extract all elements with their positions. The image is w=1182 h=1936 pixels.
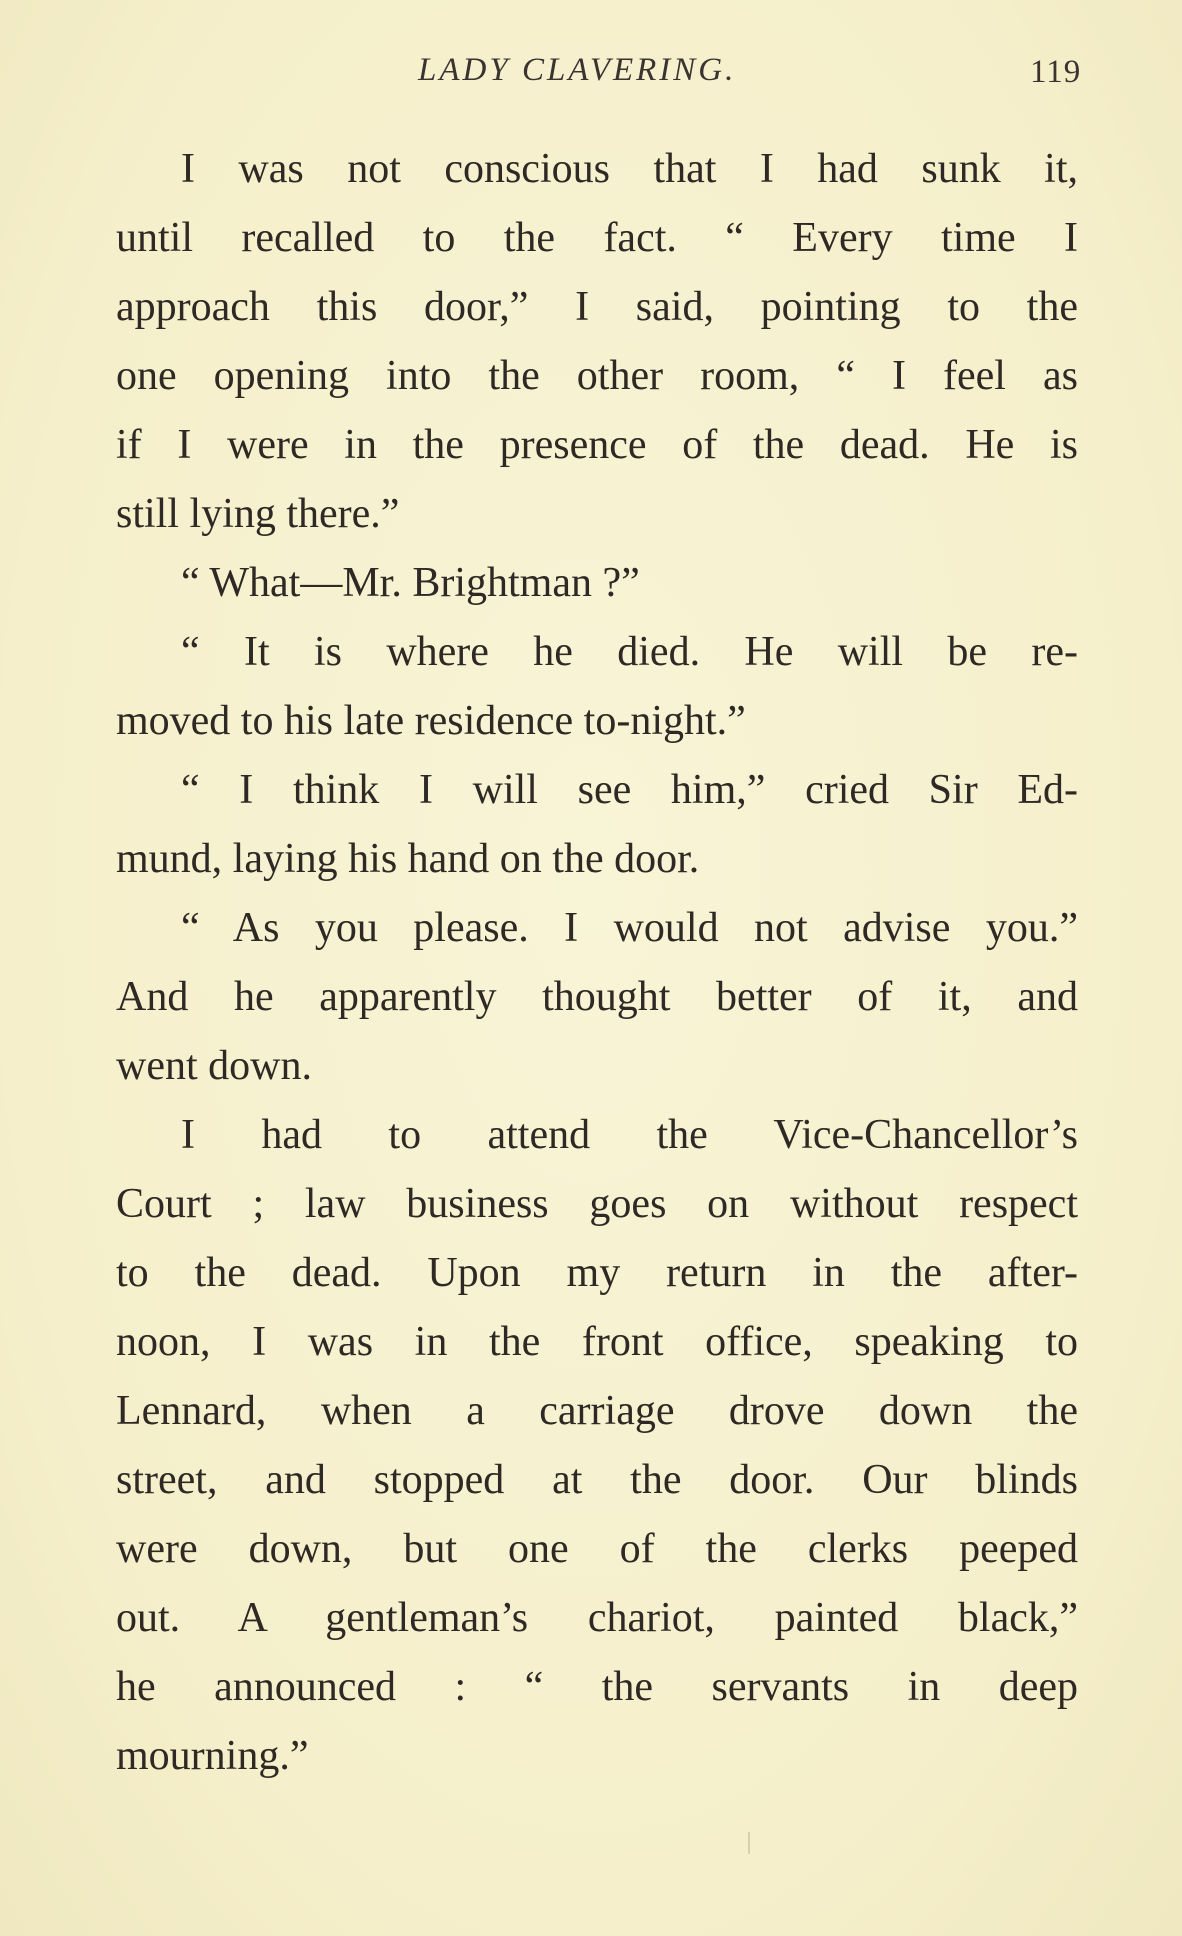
- text-line: he announced : “ the servants in deep: [116, 1664, 1078, 1710]
- text-line: approach this door,” I said, pointing to the: [116, 284, 1078, 330]
- text-line: were down, but one of the clerks peeped: [116, 1526, 1078, 1572]
- text-line: And he apparently thought better of it, and: [116, 974, 1078, 1020]
- running-title: LADY CLAVERING.: [418, 52, 737, 88]
- text-line: mourning.”: [116, 1733, 309, 1779]
- text-line: still lying there.”: [116, 491, 400, 537]
- text-line: “ As you please. I would not advise you.”: [181, 905, 1078, 951]
- text-line: to the dead. Upon my return in the after-: [116, 1250, 1078, 1296]
- text-line: if I were in the presence of the dead. He is: [116, 422, 1078, 468]
- body-text: [116, 135, 1078, 1791]
- text-line: “ What—Mr. Brightman ?”: [181, 560, 640, 606]
- paper-speck: [748, 1832, 750, 1854]
- text-line: until recalled to the fact. “ Every time I: [116, 215, 1078, 261]
- text-line: out. A gentleman’s chariot, painted black,”: [116, 1595, 1078, 1641]
- text-line: Lennard, when a carriage drove down the: [116, 1388, 1078, 1434]
- text-line: noon, I was in the front office, speaking to: [116, 1319, 1078, 1365]
- text-line: street, and stopped at the door. Our blinds: [116, 1457, 1078, 1503]
- text-line: mund, laying his hand on the door.: [116, 836, 700, 882]
- text-line: “ I think I will see him,” cried Sir Ed-: [181, 767, 1078, 813]
- text-line: moved to his late residence to-night.”: [116, 698, 746, 744]
- running-head: [0, 52, 1182, 102]
- text-line: one opening into the other room, “ I feel as: [116, 353, 1078, 399]
- text-line: I had to attend the Vice-Chancellor’s: [181, 1112, 1078, 1158]
- text-line: went down.: [116, 1043, 312, 1089]
- page-number: 119: [1030, 54, 1082, 90]
- text-line: I was not conscious that I had sunk it,: [181, 146, 1078, 192]
- text-line: Court ; law business goes on without respect: [116, 1181, 1078, 1227]
- text-line: “ It is where he died. He will be re-: [181, 629, 1078, 675]
